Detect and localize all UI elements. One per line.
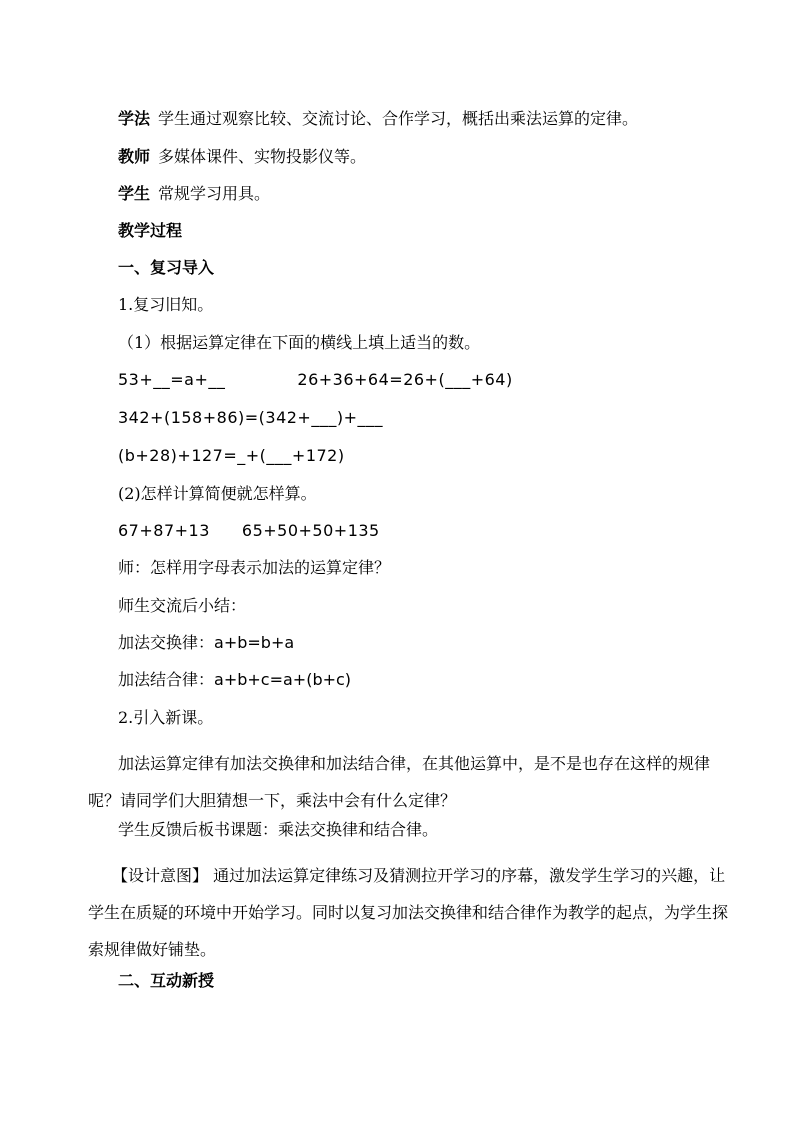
jiaoshi-text: 多媒体课件、实物投影仪等。: [158, 147, 367, 166]
law-2-formula: a+b+c=a+(b+c): [214, 670, 352, 689]
law-1-formula: a+b=b+a: [214, 633, 295, 652]
law-2: [118, 670, 351, 690]
design-text: 通过加法运算定律练习及猜测拉开学习的序幕，激发学生学习的兴趣，让学生在质疑的环境中开始学习。同时以复习加法交换律和结合律作为教学的起点，为学生探索规律做好铺垫。: [88, 866, 729, 959]
jiaoshi-label: 教师: [118, 147, 151, 166]
simple-calc-heading: (2)怎样计算简便就怎样算。: [118, 484, 317, 503]
equation-row-1: [118, 370, 513, 390]
new-lesson-heading: 2.引入新课。: [118, 708, 214, 727]
process-title: 教学过程: [118, 221, 183, 240]
teacher-question: 师：怎样用字母表示加法的运算定律？: [118, 558, 391, 577]
design-label: 【设计意图】: [112, 866, 209, 885]
xuefa-text: 学生通过观察比较、交流讨论、合作学习，概括出乘法运算的定律。: [158, 109, 639, 128]
section1-title: 一、复习导入: [118, 258, 215, 277]
review-heading: 1.复习旧知。: [118, 295, 214, 314]
section2-title: 二、互动新授: [118, 971, 215, 990]
calc-row: [118, 521, 380, 541]
law-2-label: 加法结合律：: [118, 670, 215, 689]
xuesheng-line: [118, 184, 270, 204]
jiaoshi-line: [118, 147, 366, 167]
xuefa-label: 学法: [118, 109, 151, 128]
equation-2: 342+(158+86)=(342+___)+___: [118, 408, 383, 427]
xuesheng-text: 常规学习用具。: [158, 184, 271, 203]
calc-2: 65+50+50+135: [241, 521, 380, 540]
summary-intro: 师生交流后小结：: [118, 596, 247, 615]
law-1: [118, 633, 294, 653]
paragraph-2: 学生反馈后板书课题：乘法交换律和结合律。: [118, 820, 439, 839]
equation-3: (b+28)+127=_+(___+172): [118, 446, 345, 465]
design-intent-paragraph: [88, 857, 728, 968]
xuefa-line: [118, 109, 638, 129]
fill-instruction: （1）根据运算定律在下面的横线上填上适当的数。: [118, 333, 481, 352]
xuesheng-label: 学生: [118, 184, 151, 203]
equation-1a: 53+__=a+__: [118, 370, 226, 389]
calc-1: 67+87+13: [118, 521, 210, 540]
paragraph-1: 加法运算定律有加法交换律和加法结合律，在其他运算中，是不是也存在这样的规律呢？请同学们大胆猜想一下，乘法中会有什么定律？: [88, 754, 711, 810]
equation-1b: 26+36+64=26+(___+64): [297, 370, 513, 389]
law-1-label: 加法交换律：: [118, 633, 215, 652]
